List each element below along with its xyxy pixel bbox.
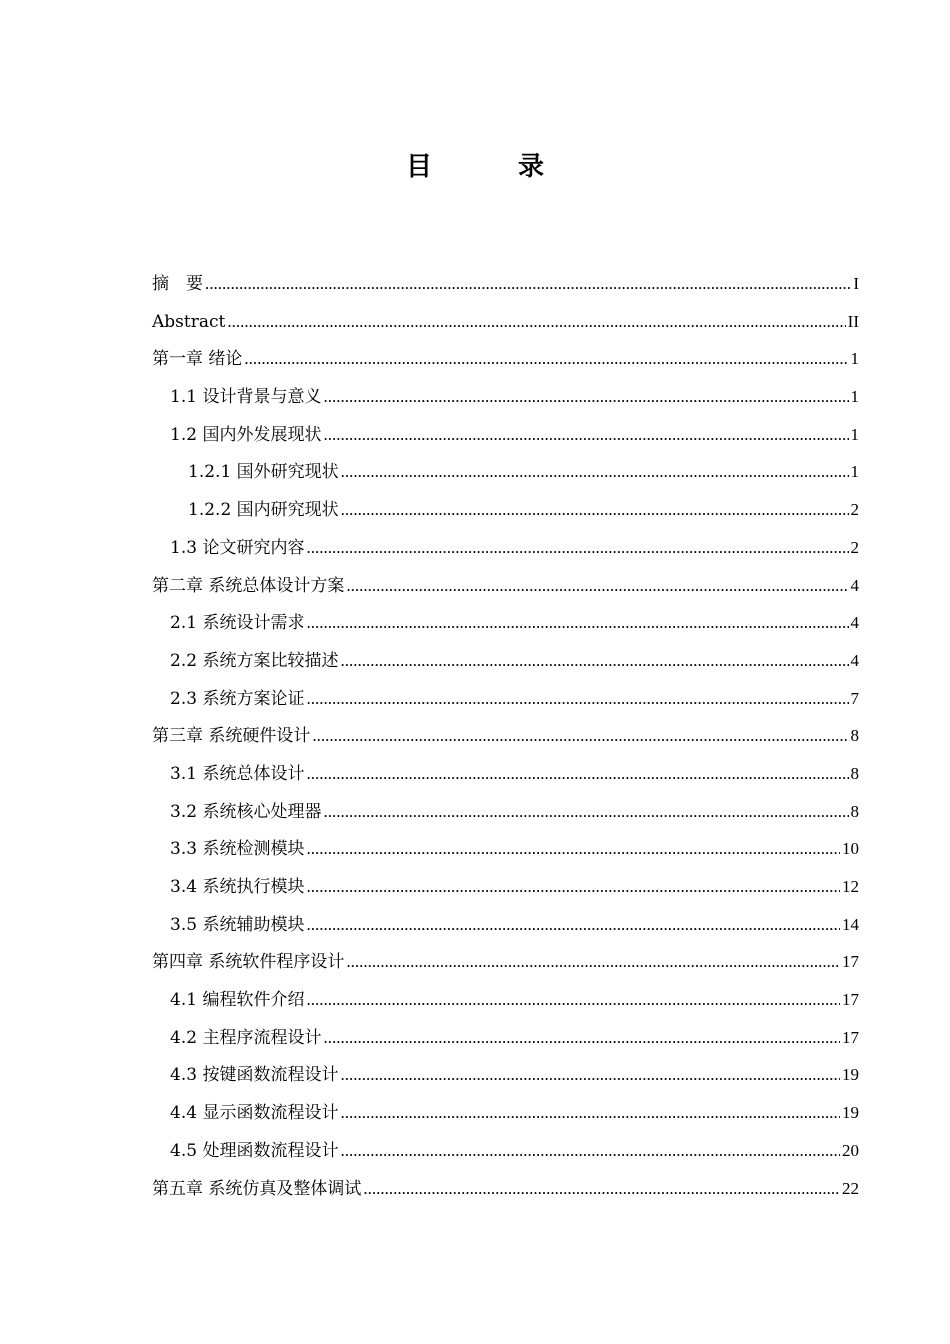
toc-entry-label: 4.5 处理函数流程设计 xyxy=(170,1140,339,1161)
toc-entry-label: 3.5 系统辅助模块 xyxy=(170,914,305,935)
toc-leader-dots xyxy=(340,1132,840,1170)
toc-entry-label: 第五章 系统仿真及整体调试 xyxy=(152,1178,362,1199)
toc-entry[interactable] xyxy=(152,416,859,454)
toc-leader-dots xyxy=(227,303,845,341)
toc-entry-page: 22 xyxy=(842,1178,859,1198)
toc-entry-label: 2.3 系统方案论证 xyxy=(170,688,305,709)
toc-entry[interactable] xyxy=(152,680,859,718)
toc-leader-dots xyxy=(244,340,848,378)
toc-entry[interactable] xyxy=(152,1170,859,1208)
toc-entry-page: 17 xyxy=(842,1027,859,1047)
toc-entry-page: 1 xyxy=(850,387,859,407)
toc-leader-dots xyxy=(340,1056,840,1094)
toc-entry-label: 4.3 按键函数流程设计 xyxy=(170,1065,339,1086)
toc-entry[interactable] xyxy=(152,830,859,868)
toc-entry-page: 8 xyxy=(850,763,859,783)
toc-leader-dots xyxy=(306,529,848,567)
toc-entry-label: 3.3 系统检测模块 xyxy=(170,839,305,860)
toc-entry-page: 1 xyxy=(850,424,859,444)
toc-entry[interactable] xyxy=(152,906,859,944)
toc-leader-dots xyxy=(363,1170,840,1208)
toc-leader-dots xyxy=(341,453,849,491)
toc-entry[interactable] xyxy=(152,943,859,981)
toc-entry-label: 4.4 显示函数流程设计 xyxy=(170,1103,339,1124)
toc-leader-dots xyxy=(346,943,840,981)
toc-entry-label: 2.1 系统设计需求 xyxy=(170,613,305,634)
toc-entry-page: 17 xyxy=(842,990,859,1010)
toc-entry-label: 第四章 系统软件程序设计 xyxy=(152,952,345,973)
toc-entry-page: 2 xyxy=(850,500,859,520)
toc-leader-dots xyxy=(312,717,848,755)
toc-entry-page: 2 xyxy=(850,537,859,557)
toc-leader-dots xyxy=(306,906,840,944)
toc-entry-label: 1.3 论文研究内容 xyxy=(170,537,305,558)
toc-leader-dots xyxy=(346,567,848,605)
toc-entry[interactable] xyxy=(152,755,859,793)
toc-leader-dots xyxy=(323,378,848,416)
toc-entry-page: 4 xyxy=(850,613,859,633)
toc-entry-label: 摘 要 xyxy=(152,274,203,294)
toc-leader-dots xyxy=(306,830,840,868)
toc-entry[interactable] xyxy=(152,717,859,755)
toc-entry-page: 7 xyxy=(850,688,859,708)
toc-entry-page: 12 xyxy=(842,877,859,896)
toc-entry-label: 4.2 主程序流程设计 xyxy=(170,1027,322,1048)
toc-leader-dots xyxy=(306,755,848,793)
toc-entry-page: 4 xyxy=(850,575,859,595)
toc-entry[interactable] xyxy=(152,793,859,831)
toc-entry-page: 10 xyxy=(842,839,859,859)
toc-entry-page: 1 xyxy=(850,349,859,369)
toc-entry-label: 2.2 系统方案比较描述 xyxy=(170,650,339,671)
toc-entry-page: 17 xyxy=(842,952,859,972)
toc-entry-label: 1.1 设计背景与意义 xyxy=(170,387,322,408)
toc-entry[interactable] xyxy=(152,1019,859,1057)
toc-entry-page: 8 xyxy=(850,726,859,746)
toc-entry[interactable] xyxy=(152,453,859,491)
toc-leader-dots xyxy=(323,793,848,831)
toc-entry[interactable] xyxy=(152,265,859,303)
toc-entry-page: 1 xyxy=(850,462,859,482)
toc-entry-page: 8 xyxy=(850,801,859,821)
toc-entry-label: 第二章 系统总体设计方案 xyxy=(152,575,345,596)
toc-leader-dots xyxy=(205,265,851,303)
toc-entry-page: 14 xyxy=(842,914,859,934)
toc-entry[interactable] xyxy=(152,1056,859,1094)
toc-entry[interactable] xyxy=(152,981,859,1019)
toc-leader-dots xyxy=(340,1094,840,1132)
toc-leader-dots xyxy=(340,642,848,680)
toc-entry-label: 3.4 系统执行模块 xyxy=(170,877,305,897)
toc-entry-label: 1.2.1 国外研究现状 xyxy=(188,462,339,483)
toc-leader-dots xyxy=(306,981,840,1019)
toc-entry-label: 3.1 系统总体设计 xyxy=(170,763,305,784)
toc-entry[interactable] xyxy=(152,529,859,567)
toc-entry[interactable] xyxy=(152,303,859,341)
toc-leader-dots xyxy=(323,1019,840,1057)
toc-leader-dots xyxy=(341,491,849,529)
toc-entry-page: 19 xyxy=(842,1103,859,1123)
toc-leader-dots xyxy=(306,868,840,906)
toc-entry-label: 1.2 国内外发展现状 xyxy=(170,424,322,445)
toc-entry[interactable] xyxy=(152,340,859,378)
toc-entry-label: 4.1 编程软件介绍 xyxy=(170,990,305,1011)
toc-entry-page: 19 xyxy=(842,1065,859,1085)
toc-entry-label: 3.2 系统核心处理器 xyxy=(170,801,322,822)
toc-entry[interactable] xyxy=(152,491,859,529)
toc-entry-label: 第一章 绪论 xyxy=(152,349,243,370)
toc-entry-label: 1.2.2 国内研究现状 xyxy=(188,500,339,521)
toc-entry[interactable] xyxy=(152,378,859,416)
toc-entry[interactable] xyxy=(152,567,859,605)
toc-entry[interactable] xyxy=(152,1094,859,1132)
toc-entry-label: 第三章 系统硬件设计 xyxy=(152,726,311,747)
toc-title: 目 录 xyxy=(405,152,574,182)
toc-entry[interactable] xyxy=(152,868,859,906)
toc-leader-dots xyxy=(306,604,848,642)
toc-leader-dots xyxy=(306,680,848,718)
toc-entry-page: 20 xyxy=(842,1140,859,1160)
toc-entry-label: Abstract xyxy=(152,311,226,332)
toc-entry-page: II xyxy=(847,311,859,331)
toc-entry[interactable] xyxy=(152,604,859,642)
toc-entry[interactable] xyxy=(152,1132,859,1170)
toc-entry-page: I xyxy=(853,274,859,293)
toc-entry[interactable] xyxy=(152,642,859,680)
toc-list xyxy=(152,265,859,1207)
toc-leader-dots xyxy=(323,416,848,454)
toc-entry-page: 4 xyxy=(850,650,859,670)
